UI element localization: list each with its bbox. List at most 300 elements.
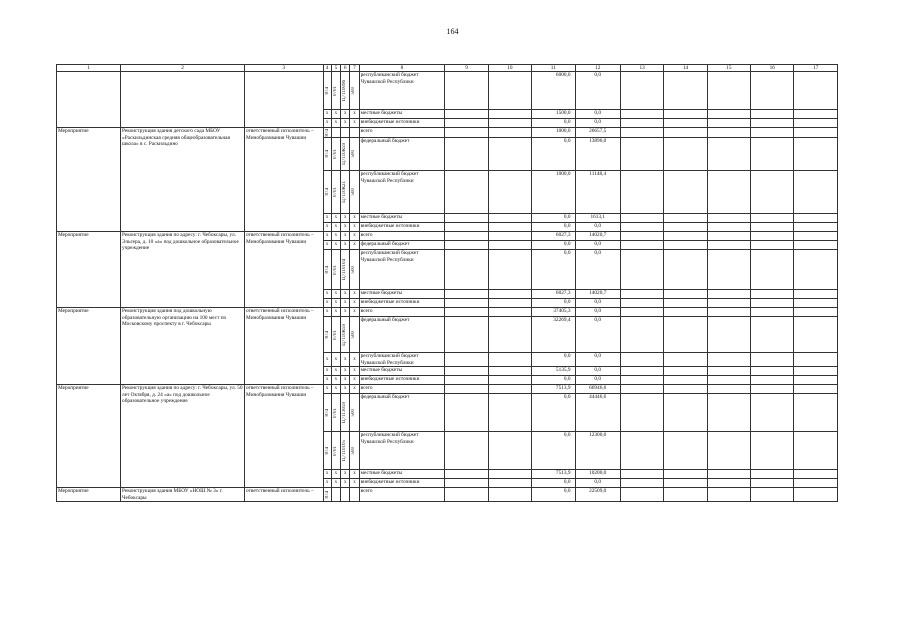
funding-source-cell: местные бюджеты (359, 290, 445, 299)
budget-code-cell (350, 385, 359, 394)
year-cell (707, 385, 750, 394)
budget-code-cell (350, 171, 359, 214)
year-cell (620, 232, 663, 241)
year-cell (664, 232, 707, 241)
budget-code: 0701 (332, 85, 338, 96)
budget-code-cell (350, 479, 359, 488)
year-cell (664, 110, 707, 119)
budget-code: x (353, 120, 356, 125)
year-cell (445, 232, 488, 241)
budget-code: 0701 (332, 407, 338, 418)
year-cell (707, 479, 750, 488)
budget-code: x (353, 480, 356, 486)
budget-code-cell (331, 223, 340, 232)
year-cell (751, 385, 794, 394)
funding-source-cell: местные бюджеты (359, 470, 445, 479)
amount-cell: 0,0 (575, 72, 620, 110)
budget-code-cell (323, 394, 331, 432)
year-cell (751, 488, 794, 502)
budget-code: Ц7113059 (342, 402, 348, 424)
budget-code: 874 (324, 128, 330, 137)
year-cell (445, 128, 488, 138)
budget-code: 500 (351, 408, 357, 417)
event-name-cell: Реконструкция здания по адресу: г. Чебоксары, ул. 50 лет Октября, д. 24 «а» под дошкольное образовательное учреждение (121, 385, 245, 488)
amount-cell: 5135,9 (532, 367, 575, 376)
funding-source-cell: республиканский бюджет Чувашской Республики (359, 353, 445, 367)
year-cell (751, 432, 794, 470)
year-cell (707, 367, 750, 376)
budget-code-cell (323, 367, 331, 376)
year-cell (707, 290, 750, 299)
year-cell (445, 367, 488, 376)
year-cell (751, 394, 794, 432)
year-cell (794, 367, 838, 376)
amount-cell: 26657,5 (575, 128, 620, 138)
column-number-row (57, 65, 838, 72)
amount-cell: 0,0 (575, 119, 620, 128)
amount-cell: 13896,0 (575, 138, 620, 171)
year-cell (707, 138, 750, 171)
year-cell (707, 308, 750, 317)
budget-code: x (353, 111, 356, 116)
year-cell (488, 72, 531, 110)
budget-code-cell (331, 250, 340, 290)
budget-code-cell (341, 128, 350, 138)
column-number-4: 4 (323, 65, 331, 72)
year-cell (488, 299, 531, 308)
year-cell (488, 119, 531, 128)
budget-code-cell (331, 290, 340, 299)
year-cell (751, 376, 794, 385)
year-cell (488, 353, 531, 367)
funding-source-cell: местные бюджеты (359, 214, 445, 223)
year-cell (445, 171, 488, 214)
year-cell (794, 470, 838, 479)
year-cell (620, 171, 663, 214)
budget-code: x (325, 471, 329, 477)
year-cell (445, 110, 488, 119)
amount-cell: 11148,4 (575, 171, 620, 214)
budget-code-cell (350, 367, 359, 376)
budget-code-cell (350, 128, 359, 138)
table-row (57, 128, 838, 138)
budget-code: x (325, 356, 329, 362)
budget-code-cell (341, 214, 350, 223)
year-cell (620, 290, 663, 299)
table-body (57, 65, 838, 502)
year-cell (664, 138, 707, 171)
amount-cell: 1613,1 (575, 214, 620, 223)
year-cell (751, 479, 794, 488)
budget-code-cell (341, 432, 350, 470)
budget-code: 500 (351, 86, 357, 95)
year-cell (664, 214, 707, 223)
event-type-cell: Мероприятие (57, 308, 121, 385)
amount-cell: 6027,3 (532, 232, 575, 241)
column-number-3: 3 (245, 65, 324, 72)
budget-code-cell (331, 317, 340, 353)
budget-code-cell (341, 250, 350, 290)
amount-cell: 44446,6 (575, 394, 620, 432)
year-cell (620, 479, 663, 488)
year-cell (794, 223, 838, 232)
funding-source-cell: республиканский бюджет Чувашской Республики (359, 250, 445, 290)
budget-code: x (325, 291, 329, 296)
funding-source-cell: всего (359, 385, 445, 394)
year-cell (664, 367, 707, 376)
year-cell (664, 299, 707, 308)
budget-code-cell (331, 385, 340, 394)
year-cell (794, 385, 838, 394)
budget-code-cell (341, 241, 350, 250)
budget-code-cell (331, 479, 340, 488)
budget-code: x (325, 300, 329, 305)
budget-code-cell (331, 110, 340, 119)
year-cell (751, 367, 794, 376)
event-name-cell (121, 72, 245, 128)
budget-code: 874 (324, 408, 330, 417)
year-cell (664, 308, 707, 317)
budget-code-cell (341, 299, 350, 308)
year-cell (664, 241, 707, 250)
budget-code-cell (323, 72, 331, 110)
budget-code: Ц7110105 (342, 440, 348, 462)
budget-code: x (353, 309, 356, 314)
event-name-cell: Реконструкция здания по адресу: г. Чебоксары, ул. Эльгера, д. 10 «а» под дошкольное образовательное учреждение (121, 232, 245, 308)
executor-cell: ответственный исполнитель – Минобразования Чувашии (245, 232, 324, 308)
budget-code: x (343, 111, 347, 116)
budget-code: 0701 (332, 264, 338, 275)
budget-code: x (334, 215, 338, 220)
table-row (57, 385, 838, 394)
amount-cell: 0,0 (532, 488, 575, 502)
amount-cell: 0,0 (532, 138, 575, 171)
year-cell (664, 432, 707, 470)
year-cell (488, 317, 531, 353)
year-cell (620, 308, 663, 317)
budget-code: x (325, 233, 329, 238)
table-row (57, 232, 838, 241)
budget-code-cell (341, 110, 350, 119)
amount-cell: 0,0 (575, 299, 620, 308)
budget-code: x (343, 471, 347, 477)
budget-code-cell (341, 223, 350, 232)
budget-code: x (325, 215, 329, 220)
budget-code-cell (331, 308, 340, 317)
year-cell (707, 470, 750, 479)
budget-code: x (325, 120, 329, 125)
budget-code: x (334, 471, 338, 477)
budget-code: x (343, 291, 347, 296)
budget-code: Ц7110R21 (342, 181, 348, 203)
budget-code: x (334, 233, 338, 238)
year-cell (488, 223, 531, 232)
budget-code-cell (350, 394, 359, 432)
year-cell (751, 308, 794, 317)
year-cell (794, 72, 838, 110)
budget-code-cell (350, 232, 359, 241)
year-cell (707, 241, 750, 250)
budget-code-cell (331, 119, 340, 128)
year-cell (445, 299, 488, 308)
budget-code-cell (350, 432, 359, 470)
amount-cell: 0,0 (575, 110, 620, 119)
year-cell (445, 119, 488, 128)
amount-cell: 0,0 (532, 394, 575, 432)
budget-code: x (353, 215, 356, 220)
budget-code: x (343, 120, 347, 125)
budget-code-cell (341, 353, 350, 367)
funding-source-cell: республиканский бюджет Чувашской Республики (359, 432, 445, 470)
year-cell (751, 250, 794, 290)
budget-code-cell (323, 232, 331, 241)
year-cell (664, 488, 707, 502)
year-cell (794, 290, 838, 299)
column-number-7: 7 (350, 65, 359, 72)
budget-code: 500 (351, 330, 357, 339)
budget-code-cell (331, 232, 340, 241)
budget-code-cell (350, 214, 359, 223)
budget-code-cell (331, 171, 340, 214)
year-cell (794, 250, 838, 290)
year-cell (488, 385, 531, 394)
amount-cell: 12300,0 (575, 432, 620, 470)
column-number-6: 6 (341, 65, 350, 72)
budget-code: x (334, 356, 338, 362)
year-cell (445, 479, 488, 488)
funding-source-cell: местные бюджеты (359, 367, 445, 376)
year-cell (707, 128, 750, 138)
amount-cell: 0,0 (575, 223, 620, 232)
year-cell (620, 110, 663, 119)
year-cell (488, 171, 531, 214)
year-cell (707, 119, 750, 128)
budget-code-cell (341, 72, 350, 110)
year-cell (620, 376, 663, 385)
amount-cell: 0,0 (532, 376, 575, 385)
year-cell (707, 250, 750, 290)
budget-code-cell (350, 241, 359, 250)
year-cell (620, 432, 663, 470)
budget-code: x (334, 300, 338, 305)
budget-code: Ц7110R59 (342, 323, 348, 346)
year-cell (707, 394, 750, 432)
budget-code-cell (350, 72, 359, 110)
year-cell (794, 479, 838, 488)
amount-cell: 0,0 (532, 432, 575, 470)
year-cell (707, 299, 750, 308)
budget-code: x (343, 224, 347, 229)
budget-code: 500 (351, 188, 357, 196)
amount-cell: 66946,6 (575, 385, 620, 394)
year-cell (794, 214, 838, 223)
year-cell (445, 385, 488, 394)
budget-code: x (334, 368, 338, 374)
year-cell (488, 241, 531, 250)
year-cell (620, 385, 663, 394)
year-cell (488, 432, 531, 470)
budget-table (56, 64, 838, 502)
executor-cell (245, 72, 324, 128)
year-cell (488, 479, 531, 488)
year-cell (794, 317, 838, 353)
funding-source-cell: внебюджетные источники (359, 376, 445, 385)
executor-cell: ответственный исполнитель – Минобразования Чувашии (245, 308, 324, 385)
year-cell (488, 470, 531, 479)
funding-source-cell: внебюджетные источники (359, 119, 445, 128)
budget-code-cell (323, 128, 331, 138)
budget-code: x (325, 386, 329, 392)
column-number-10: 10 (488, 65, 531, 72)
budget-code: x (334, 377, 338, 383)
year-cell (794, 110, 838, 119)
event-type-cell: Мероприятие (57, 128, 121, 232)
budget-code: 0701 (332, 149, 338, 159)
budget-code-cell (350, 488, 359, 502)
funding-source-cell: внебюджетные источники (359, 299, 445, 308)
budget-code-cell (350, 353, 359, 367)
amount-cell: 22509,0 (575, 488, 620, 502)
budget-code: 500 (351, 446, 357, 455)
amount-cell: 0,0 (575, 376, 620, 385)
year-cell (794, 394, 838, 432)
amount-cell: 0,0 (575, 241, 620, 250)
budget-code-cell (341, 308, 350, 317)
amount-cell: 10200,0 (575, 470, 620, 479)
year-cell (488, 488, 531, 502)
amount-cell: 0,0 (532, 241, 575, 250)
budget-code: Ц7110096 (342, 80, 348, 101)
budget-code: 0701 (332, 187, 338, 197)
year-cell (620, 72, 663, 110)
year-cell (794, 353, 838, 367)
funding-source-cell: всего (359, 488, 445, 502)
budget-code: 0701 (332, 329, 338, 340)
budget-code: 874 (324, 150, 330, 158)
budget-code-cell (323, 250, 331, 290)
year-cell (751, 128, 794, 138)
budget-code: 874 (324, 446, 330, 455)
year-cell (488, 110, 531, 119)
budget-code: x (353, 368, 356, 374)
funding-source-cell: федеральный бюджет (359, 241, 445, 250)
year-cell (445, 72, 488, 110)
year-cell (620, 488, 663, 502)
year-cell (620, 250, 663, 290)
amount-cell: 0,0 (575, 308, 620, 317)
year-cell (751, 241, 794, 250)
year-cell (751, 353, 794, 367)
budget-code-cell (323, 290, 331, 299)
amount-cell: 6000,0 (532, 72, 575, 110)
year-cell (794, 241, 838, 250)
budget-code: x (325, 224, 329, 229)
budget-code-cell (331, 241, 340, 250)
budget-code-cell (350, 110, 359, 119)
column-number-17: 17 (794, 65, 838, 72)
budget-code-cell (341, 367, 350, 376)
year-cell (751, 110, 794, 119)
budget-code: x (343, 309, 347, 314)
year-cell (664, 479, 707, 488)
year-cell (488, 128, 531, 138)
year-cell (620, 353, 663, 367)
event-name-cell: Реконструкция здания МБОУ «НОШ № 3» г. Чебоксары (121, 488, 245, 502)
year-cell (445, 308, 488, 317)
funding-source-cell: местные бюджеты (359, 110, 445, 119)
amount-cell: 0,0 (532, 250, 575, 290)
budget-code: x (334, 120, 338, 125)
page-number: 164 (446, 27, 459, 36)
year-cell (445, 432, 488, 470)
year-cell (445, 241, 488, 250)
amount-cell: 0,0 (532, 119, 575, 128)
year-cell (664, 223, 707, 232)
year-cell (488, 376, 531, 385)
budget-code-cell (331, 128, 340, 138)
year-cell (620, 299, 663, 308)
budget-code: x (343, 356, 347, 362)
year-cell (794, 171, 838, 214)
budget-code-cell (331, 376, 340, 385)
budget-code: x (334, 224, 338, 229)
amount-cell: 1500,0 (532, 110, 575, 119)
budget-code: x (343, 300, 347, 305)
budget-code-cell (331, 72, 340, 110)
budget-code-cell (350, 250, 359, 290)
amount-cell: 0,0 (532, 299, 575, 308)
executor-cell: ответственный исполнитель – (245, 488, 324, 502)
year-cell (488, 250, 531, 290)
budget-code-cell (331, 138, 340, 171)
year-cell (794, 432, 838, 470)
budget-code-cell (350, 223, 359, 232)
budget-code: x (353, 233, 356, 238)
funding-source-cell: внебюджетные источники (359, 223, 445, 232)
amount-cell: 32269,4 (532, 317, 575, 353)
budget-code-cell (331, 367, 340, 376)
year-cell (445, 394, 488, 432)
year-cell (664, 290, 707, 299)
year-cell (664, 250, 707, 290)
column-number-1: 1 (57, 65, 121, 72)
budget-code-cell (331, 470, 340, 479)
amount-cell: 1000,0 (532, 128, 575, 138)
amount-cell: 14020,7 (575, 290, 620, 299)
year-cell (794, 138, 838, 171)
budget-code: x (334, 111, 338, 116)
executor-cell: ответственный исполнитель – Минобразования Чувашии (245, 128, 324, 232)
budget-code-cell (341, 479, 350, 488)
budget-code: 874 (324, 330, 330, 339)
column-number-8: 8 (359, 65, 445, 72)
amount-cell: 7513,9 (532, 385, 575, 394)
amount-cell: 1000,0 (532, 171, 575, 214)
year-cell (707, 223, 750, 232)
budget-code-cell (323, 353, 331, 367)
column-number-13: 13 (620, 65, 663, 72)
budget-code: 874 (324, 491, 330, 499)
year-cell (620, 128, 663, 138)
year-cell (707, 72, 750, 110)
year-cell (707, 232, 750, 241)
budget-code: x (325, 377, 329, 383)
year-cell (664, 394, 707, 432)
budget-code: x (325, 309, 329, 314)
budget-code-cell (350, 119, 359, 128)
year-cell (794, 308, 838, 317)
year-cell (488, 138, 531, 171)
